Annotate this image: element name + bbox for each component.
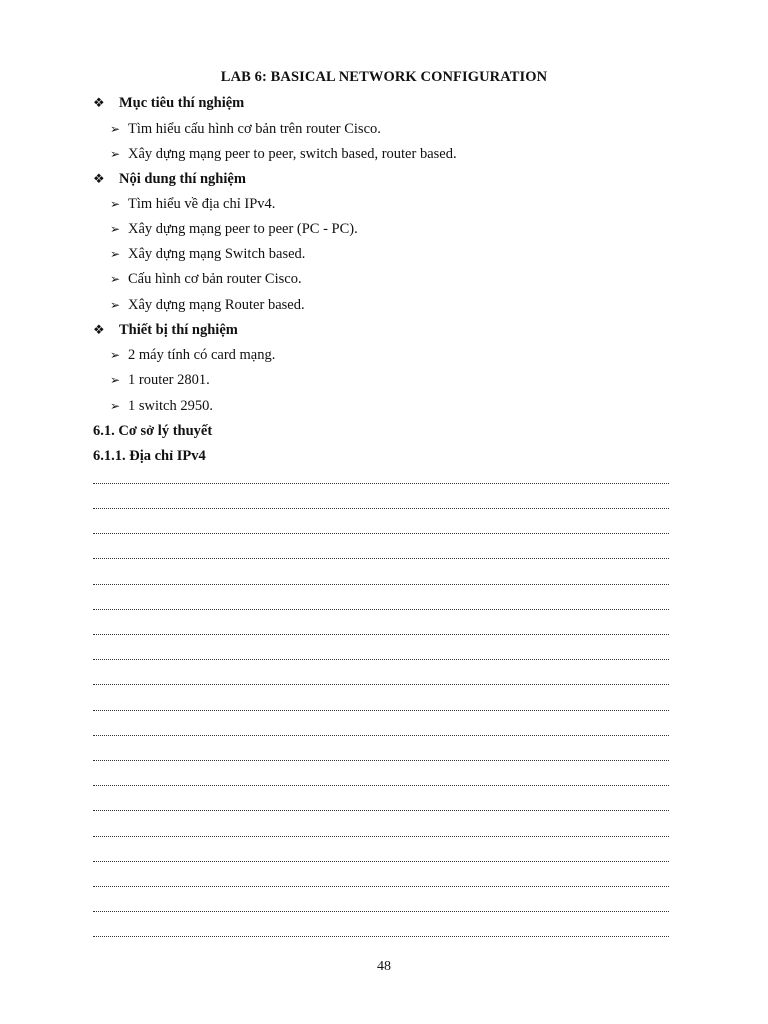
arrow-bullet-icon: ➢ xyxy=(110,122,121,136)
dotted-writing-line xyxy=(93,934,669,937)
arrow-bullet-icon: ➢ xyxy=(110,272,121,286)
arrow-bullet-icon: ➢ xyxy=(110,147,121,161)
list-item xyxy=(110,245,305,263)
diamond-bullet-icon: ❖ xyxy=(93,322,105,337)
dotted-writing-line xyxy=(93,556,669,559)
section-label: Thiết bị thí nghiệm xyxy=(119,322,238,338)
heading-ipv4: 6.1.1. Địa chỉ IPv4 xyxy=(93,448,206,464)
dotted-writing-line xyxy=(93,481,669,484)
dotted-writing-line xyxy=(93,884,669,887)
list-item-text: Tìm hiểu cấu hình cơ bản trên router Cisco. xyxy=(128,121,381,137)
dotted-writing-line xyxy=(93,582,669,585)
list-item xyxy=(110,195,275,213)
dotted-writing-line xyxy=(93,909,669,912)
list-item-text: Xây dựng mạng peer to peer (PC - PC). xyxy=(128,221,358,237)
arrow-bullet-icon: ➢ xyxy=(110,247,121,261)
heading-theory: 6.1. Cơ sở lý thuyết xyxy=(93,423,213,439)
dotted-writing-line xyxy=(93,733,669,736)
dotted-writing-line xyxy=(93,758,669,761)
section-heading-equipment xyxy=(93,321,238,339)
diamond-bullet-icon: ❖ xyxy=(93,95,105,110)
list-item xyxy=(110,371,210,389)
section-label: Mục tiêu thí nghiệm xyxy=(119,95,245,111)
dotted-writing-line xyxy=(93,859,669,862)
dotted-writing-line xyxy=(93,834,669,837)
list-item xyxy=(110,296,305,314)
lab-title: LAB 6: BASICAL NETWORK CONFIGURATION xyxy=(220,69,548,85)
diamond-bullet-icon: ❖ xyxy=(93,171,105,186)
list-item xyxy=(110,220,358,238)
list-item xyxy=(110,120,381,138)
arrow-bullet-icon: ➢ xyxy=(110,399,121,413)
list-item xyxy=(110,145,457,163)
dotted-writing-line xyxy=(93,783,669,786)
page-number: 48 xyxy=(377,959,391,974)
arrow-bullet-icon: ➢ xyxy=(110,197,121,211)
list-item-text: Tìm hiểu về địa chỉ IPv4. xyxy=(128,196,276,212)
arrow-bullet-icon: ➢ xyxy=(110,373,121,387)
list-item-text: Xây dựng mạng peer to peer, switch based, router based. xyxy=(128,146,457,162)
list-item-text: Xây dựng mạng Switch based. xyxy=(128,246,306,262)
dotted-writing-line xyxy=(93,607,669,610)
section-heading-contents xyxy=(93,170,246,188)
list-item xyxy=(110,397,213,415)
list-item xyxy=(110,346,275,364)
dotted-writing-line xyxy=(93,506,669,509)
list-item-text: 1 router 2801. xyxy=(128,372,210,388)
list-item-text: Xây dựng mạng Router based. xyxy=(128,297,305,313)
section-heading-objectives xyxy=(93,94,244,112)
dotted-writing-line xyxy=(93,657,669,660)
list-item-text: 2 máy tính có card mạng. xyxy=(128,347,276,363)
arrow-bullet-icon: ➢ xyxy=(110,298,121,312)
list-item-text: 1 switch 2950. xyxy=(128,398,213,414)
dotted-writing-line xyxy=(93,808,669,811)
arrow-bullet-icon: ➢ xyxy=(110,348,121,362)
dotted-writing-line xyxy=(93,682,669,685)
dotted-writing-line xyxy=(93,708,669,711)
list-item-text: Cấu hình cơ bản router Cisco. xyxy=(128,271,302,287)
arrow-bullet-icon: ➢ xyxy=(110,222,121,236)
dotted-writing-line xyxy=(93,632,669,635)
list-item xyxy=(110,270,302,288)
section-label: Nội dung thí nghiệm xyxy=(119,171,246,187)
dotted-writing-line xyxy=(93,531,669,534)
